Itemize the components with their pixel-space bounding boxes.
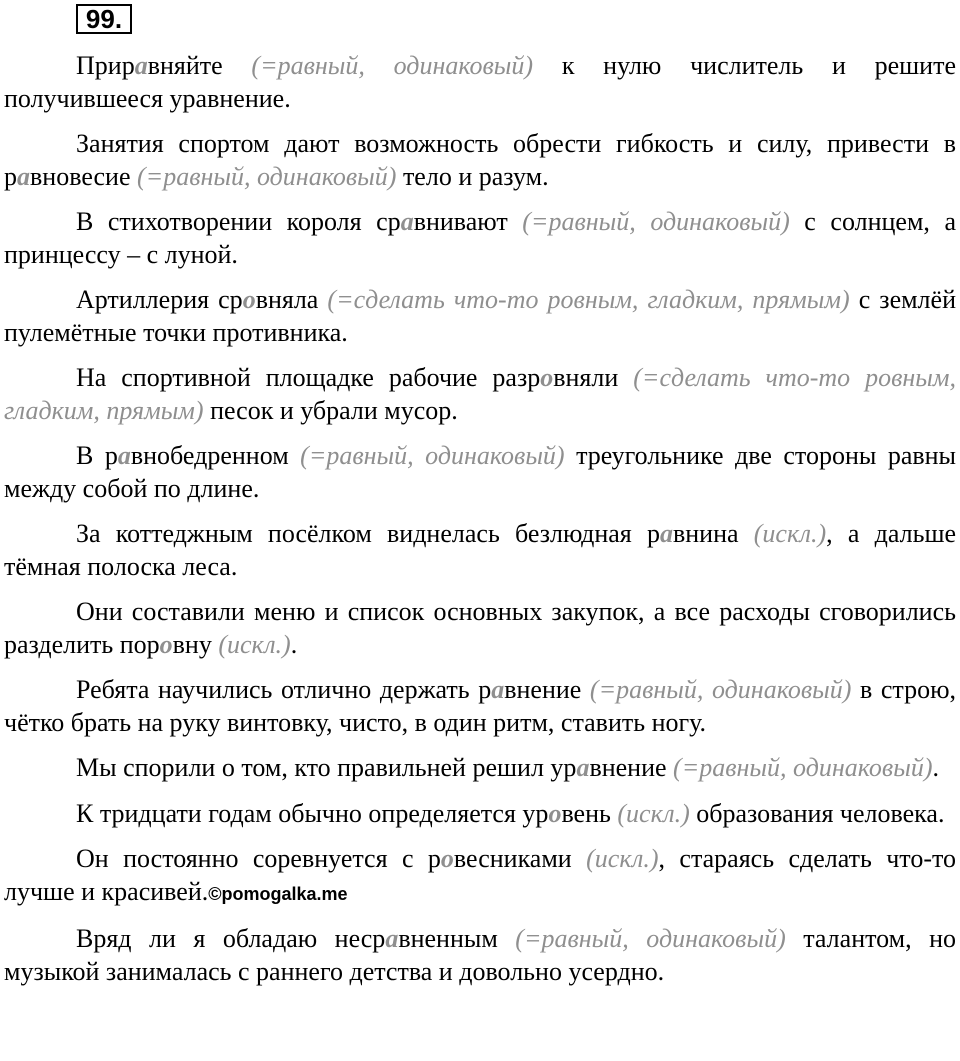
sentence-paragraph [4, 596, 956, 661]
text-segment: весниками [453, 844, 587, 873]
text-segment: Ребята научились отлично держать р [76, 675, 492, 704]
highlighted-vowel: а [659, 519, 673, 548]
text-segment: вень [561, 798, 618, 828]
text-segment: В р [76, 441, 118, 470]
sentence-paragraph [4, 284, 956, 349]
text-segment: вняли [553, 363, 634, 392]
text-segment: Прир [76, 51, 135, 80]
text-segment: вну [172, 629, 219, 659]
sentence-paragraph [4, 440, 956, 505]
text-segment: с землёй пулемётные точки противника. [4, 285, 956, 347]
sentence-paragraph [4, 128, 956, 193]
sentence-paragraph [4, 798, 956, 831]
text-segment: к нулю числитель и решите получившееся уравнение. [4, 51, 956, 113]
text-segment: внина [672, 519, 754, 548]
text-segment: . [290, 629, 298, 659]
text-segment: талантом, но музыкой занималась с раннего детства и довольно усердно. [4, 924, 956, 986]
text-segment: тело и разум. [396, 161, 549, 191]
highlighted-vowel: о [440, 844, 454, 873]
task-number: 99. [76, 4, 132, 34]
sentence-paragraph [4, 518, 956, 583]
sentence-paragraph [4, 843, 956, 910]
text-segment: внение [504, 675, 590, 704]
sentence-paragraph [4, 674, 956, 739]
text-segment: песок и убрали мусор. [203, 395, 458, 425]
text-segment: внивают [413, 207, 523, 236]
root-note: (искл.) [753, 519, 827, 548]
text-segment: треугольнике две стороны равны между собой по длине. [4, 441, 957, 503]
text-segment: , стараясь сделать что-то лучше и красивей. [4, 844, 957, 906]
text-segment: . [932, 753, 939, 782]
highlighted-vowel: а [117, 441, 131, 470]
text-segment: вновесие [30, 161, 137, 191]
text-segment: , а дальше тёмная полоска леса. [4, 519, 956, 581]
root-note: (=равный, одинаковый) [251, 51, 534, 80]
text-segment: Мы спорили о том, кто правильней решил ур [76, 753, 577, 782]
text-segment: В стихотворении короля ср [76, 207, 401, 236]
highlighted-vowel: а [134, 51, 148, 80]
highlighted-vowel: о [540, 363, 554, 392]
text-segment: вняла [255, 285, 328, 314]
highlighted-vowel: а [491, 675, 505, 704]
exercise-text [4, 50, 956, 1001]
root-note: (=равный, одинаковый) [137, 161, 397, 191]
sentence-paragraph [4, 923, 956, 988]
watermark: ©pomogalka.me [208, 883, 348, 904]
root-note: (=равный, одинаковый) [515, 924, 786, 953]
sentence-paragraph [4, 362, 956, 427]
text-segment: внобедренном [130, 441, 301, 470]
root-note: (искл.) [218, 629, 291, 659]
text-segment: Артиллерия ср [76, 285, 243, 314]
highlighted-vowel: о [242, 285, 256, 314]
highlighted-vowel: а [385, 924, 399, 953]
highlighted-vowel: а [576, 753, 590, 782]
sentence-paragraph [4, 50, 956, 115]
highlighted-vowel: о [548, 798, 562, 828]
highlighted-vowel: а [17, 161, 30, 191]
root-note: (=сделать что-то ровным, гладким, прямым) [4, 363, 956, 425]
sentence-paragraph [4, 752, 956, 785]
text-segment: внение [589, 753, 674, 782]
text-segment: Вряд ли я обладаю неср [76, 924, 386, 953]
root-note: (=сделать что-то ровным, гладким, прямым) [327, 285, 850, 314]
root-note: (=равный, одинаковый) [522, 207, 790, 236]
text-segment: в строю, чётко брать на руку винтовку, чисто, в один ритм, ставить ногу. [4, 675, 956, 737]
highlighted-vowel: о [159, 629, 173, 659]
text-segment: К тридцати годам обычно определяется ур [76, 798, 549, 828]
text-segment: вненным [398, 924, 516, 953]
text-segment: образования человека. [689, 798, 945, 828]
root-note: (искл.) [617, 798, 690, 828]
root-note: (искл.) [586, 844, 659, 873]
text-segment: За коттеджным посёлком виднелась безлюдная р [76, 519, 660, 548]
text-segment: Они составили меню и список основных закупок, а все расходы сговорились разделить пор [4, 597, 956, 659]
highlighted-vowel: а [400, 207, 414, 236]
root-note: (=равный, одинаковый) [300, 441, 565, 470]
sentence-paragraph [4, 206, 956, 271]
root-note: (=равный, одинаковый) [673, 753, 933, 782]
root-note: (=равный, одинаковый) [589, 675, 852, 704]
text-segment: вняйте [147, 51, 252, 80]
text-segment: Занятия спортом дают возможность обрести гибкость и силу, привести в р [4, 129, 956, 191]
text-segment: Он постоянно соревнуется с р [76, 844, 441, 873]
text-segment: с солнцем, а принцессу – с луной. [4, 207, 956, 269]
text-segment: На спортивной площадке рабочие разр [76, 363, 541, 392]
